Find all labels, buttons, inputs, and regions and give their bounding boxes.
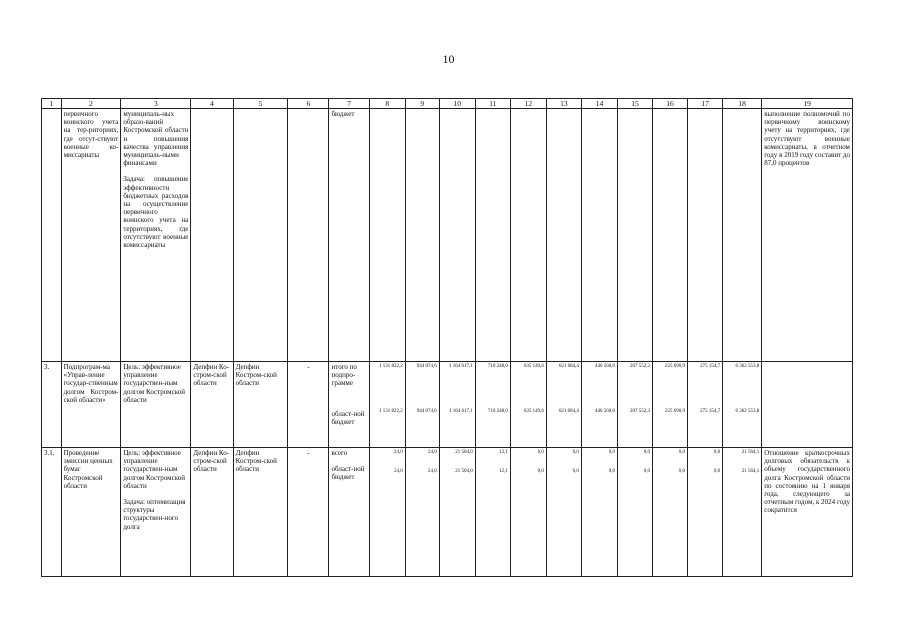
value-cell (439, 362, 475, 448)
value-total: 0,0 (608, 450, 615, 455)
value-total: 621 684,4 (558, 364, 579, 369)
value-total: 207 552,3 (630, 364, 651, 369)
indicator-text: выполнение полномочий по первичному воинскому учету на территориях, где отсутствуют военные комиссариаты, в отчетном году в 2019 году составит до 87,0 процентов (762, 109, 853, 362)
value-cell (688, 362, 723, 448)
header-cell: 3 (121, 99, 191, 109)
table-row (42, 109, 853, 362)
value-regional: 6 362 553,8 (735, 409, 760, 414)
header-cell: 12 (510, 99, 546, 109)
value-regional: 944 074,6 (416, 409, 437, 414)
value-total: 24,0 (393, 450, 403, 455)
value-cell (617, 448, 652, 577)
value-regional: 1 131 822,2 (378, 409, 403, 414)
header-cell: 6 (288, 99, 329, 109)
value-cell (546, 448, 581, 577)
value-regional: 710 248,0 (487, 409, 508, 414)
value-cell (405, 362, 439, 448)
value-total: 6 362 553,8 (735, 364, 760, 369)
funding-source (329, 448, 369, 577)
event-name: Проведение эмиссии ценных бумаг Костромской области (61, 448, 121, 577)
header-cell: 10 (439, 99, 475, 109)
value-cell (369, 448, 405, 577)
funding-regional-label: област-ной бюджет (331, 465, 365, 482)
co-executor (233, 109, 288, 362)
co-executor: Депфин Костром-ской области (233, 362, 288, 448)
value-regional: 0,0 (713, 469, 721, 474)
header-cell: 17 (688, 99, 723, 109)
value-regional: 24,0 (393, 469, 403, 474)
dash-cell: - (288, 362, 329, 448)
value-regional: 0,0 (643, 469, 651, 474)
value-total: 0,0 (678, 450, 686, 455)
value-cell (439, 448, 475, 577)
page-number: 10 (442, 52, 455, 66)
row-number: 3.1. (42, 448, 62, 577)
value-regional: 21 504,0 (455, 469, 473, 474)
row-number: 3. (42, 362, 62, 448)
value-total: 944 074,6 (416, 364, 437, 369)
value-cell (617, 362, 652, 448)
header-cell: 8 (369, 99, 405, 109)
program-table (41, 98, 853, 577)
header-cell: 5 (233, 99, 288, 109)
header-cell: 7 (329, 99, 369, 109)
task-text: Задача: оптимизация структуры государствен-ного долга (123, 498, 186, 531)
value-cell (405, 448, 439, 577)
funding-source (329, 362, 369, 448)
value-total: 1 164 617,1 (449, 364, 473, 369)
value-cell (369, 362, 405, 448)
co-executor: Депфин Костром-ской области (233, 448, 288, 577)
value-total: 275 154,7 (700, 364, 721, 369)
value-total: 0,0 (537, 450, 544, 455)
header-cell: 11 (475, 99, 510, 109)
value-regional: 0,0 (572, 469, 579, 474)
task-text: Задача: повышение эффективности бюджетных расходов на осуществление первичного воинского учета на территориях, где отсутствуют военные комиссариаты (123, 175, 189, 250)
value-total: 710 248,0 (487, 364, 508, 369)
value-total: 1 131 822,2 (378, 364, 403, 369)
funding-total-label: итого по подпро-грамме (331, 363, 357, 388)
header-cell: 15 (617, 99, 652, 109)
value-total: 24,0 (427, 450, 437, 455)
value-cell (546, 362, 581, 448)
goal-text: Цель: эффективное управление государствен-ным долгом Костромской области (123, 449, 185, 490)
funding-source: бюджет (329, 109, 369, 362)
header-cell: 16 (653, 99, 688, 109)
value-regional: 275 154,7 (700, 409, 721, 414)
funding-regional-label: област-ной бюджет (331, 409, 365, 426)
value-regional: 207 552,3 (630, 409, 651, 414)
value-total: 0,0 (643, 450, 651, 455)
value-cell (723, 448, 762, 577)
value-regional: 1 164 617,1 (449, 409, 473, 414)
goal-task: Цель: эффективное управление государствен-ным долгом Костромской области (121, 362, 191, 448)
goal-task (121, 448, 191, 577)
header-cell: 9 (405, 99, 439, 109)
executor: Депфин Ко-стром-ской области (191, 448, 233, 577)
header-row (42, 99, 853, 109)
value-cell (581, 448, 617, 577)
value-regional: 225 690,9 (665, 409, 686, 414)
value-total: 635 149,6 (523, 364, 544, 369)
value-regional: 0,0 (537, 469, 544, 474)
header-cell: 4 (191, 99, 233, 109)
value-total: 446 560,0 (594, 364, 615, 369)
row-number (42, 109, 62, 362)
value-regional: 446 560,0 (594, 409, 615, 414)
value-regional: 0,0 (608, 469, 615, 474)
header-cell: 18 (723, 99, 762, 109)
value-cell (510, 448, 546, 577)
value-total: 0,0 (572, 450, 579, 455)
value-total: 225 690,9 (665, 364, 686, 369)
value-cell (475, 362, 510, 448)
event-name: первичного воинского учета на тер-риториях, где отсут-ствуют военные ко-миссариаты (61, 109, 121, 362)
funding-total-label: всего (331, 449, 348, 457)
indicator-text: Отношение краткосрочных долговых обязательств к объему государственного долга Костромской области по состоянию на 1 января года, следующего за отчетным годом, к 2024 году сократится (762, 448, 853, 577)
value-cell (653, 448, 688, 577)
value-regional: 12,1 (499, 469, 508, 474)
value-total: 21 504,0 (455, 450, 473, 455)
value-regional: 635 149,6 (523, 409, 544, 414)
header-cell: 13 (546, 99, 581, 109)
table-row (42, 448, 853, 577)
header-cell: 14 (581, 99, 617, 109)
executor (191, 109, 233, 362)
value-cell (653, 362, 688, 448)
value-cell (723, 362, 762, 448)
value-regional: 0,0 (678, 469, 686, 474)
goal-task (121, 109, 191, 362)
event-name: Подпрограм-ма «Управ-ление государ-ственным долгом Костром-ской области» (61, 362, 121, 448)
executor: Депфин Ко-стром-ской области (191, 362, 233, 448)
value-regional: 24,0 (427, 469, 437, 474)
header-cell: 19 (762, 99, 853, 109)
value-cell (475, 448, 510, 577)
value-cell (581, 362, 617, 448)
table-row (42, 362, 853, 448)
value-total: 0,0 (713, 450, 721, 455)
value-total: 12,1 (499, 450, 508, 455)
value-cell (510, 362, 546, 448)
goal-text: муниципаль-ных образо-ваний Костромской области и повышения качества управления муниципаль-ными финансами (123, 110, 189, 168)
value-cell (688, 448, 723, 577)
header-cell: 2 (61, 99, 121, 109)
value-total: 21 564,1 (741, 450, 760, 455)
value-regional: 621 684,4 (558, 409, 579, 414)
header-cell: 1 (42, 99, 62, 109)
indicator-text (762, 362, 853, 448)
value-regional: 21 564,1 (741, 469, 760, 474)
dash-cell: - (288, 448, 329, 577)
dash-cell (288, 109, 329, 362)
